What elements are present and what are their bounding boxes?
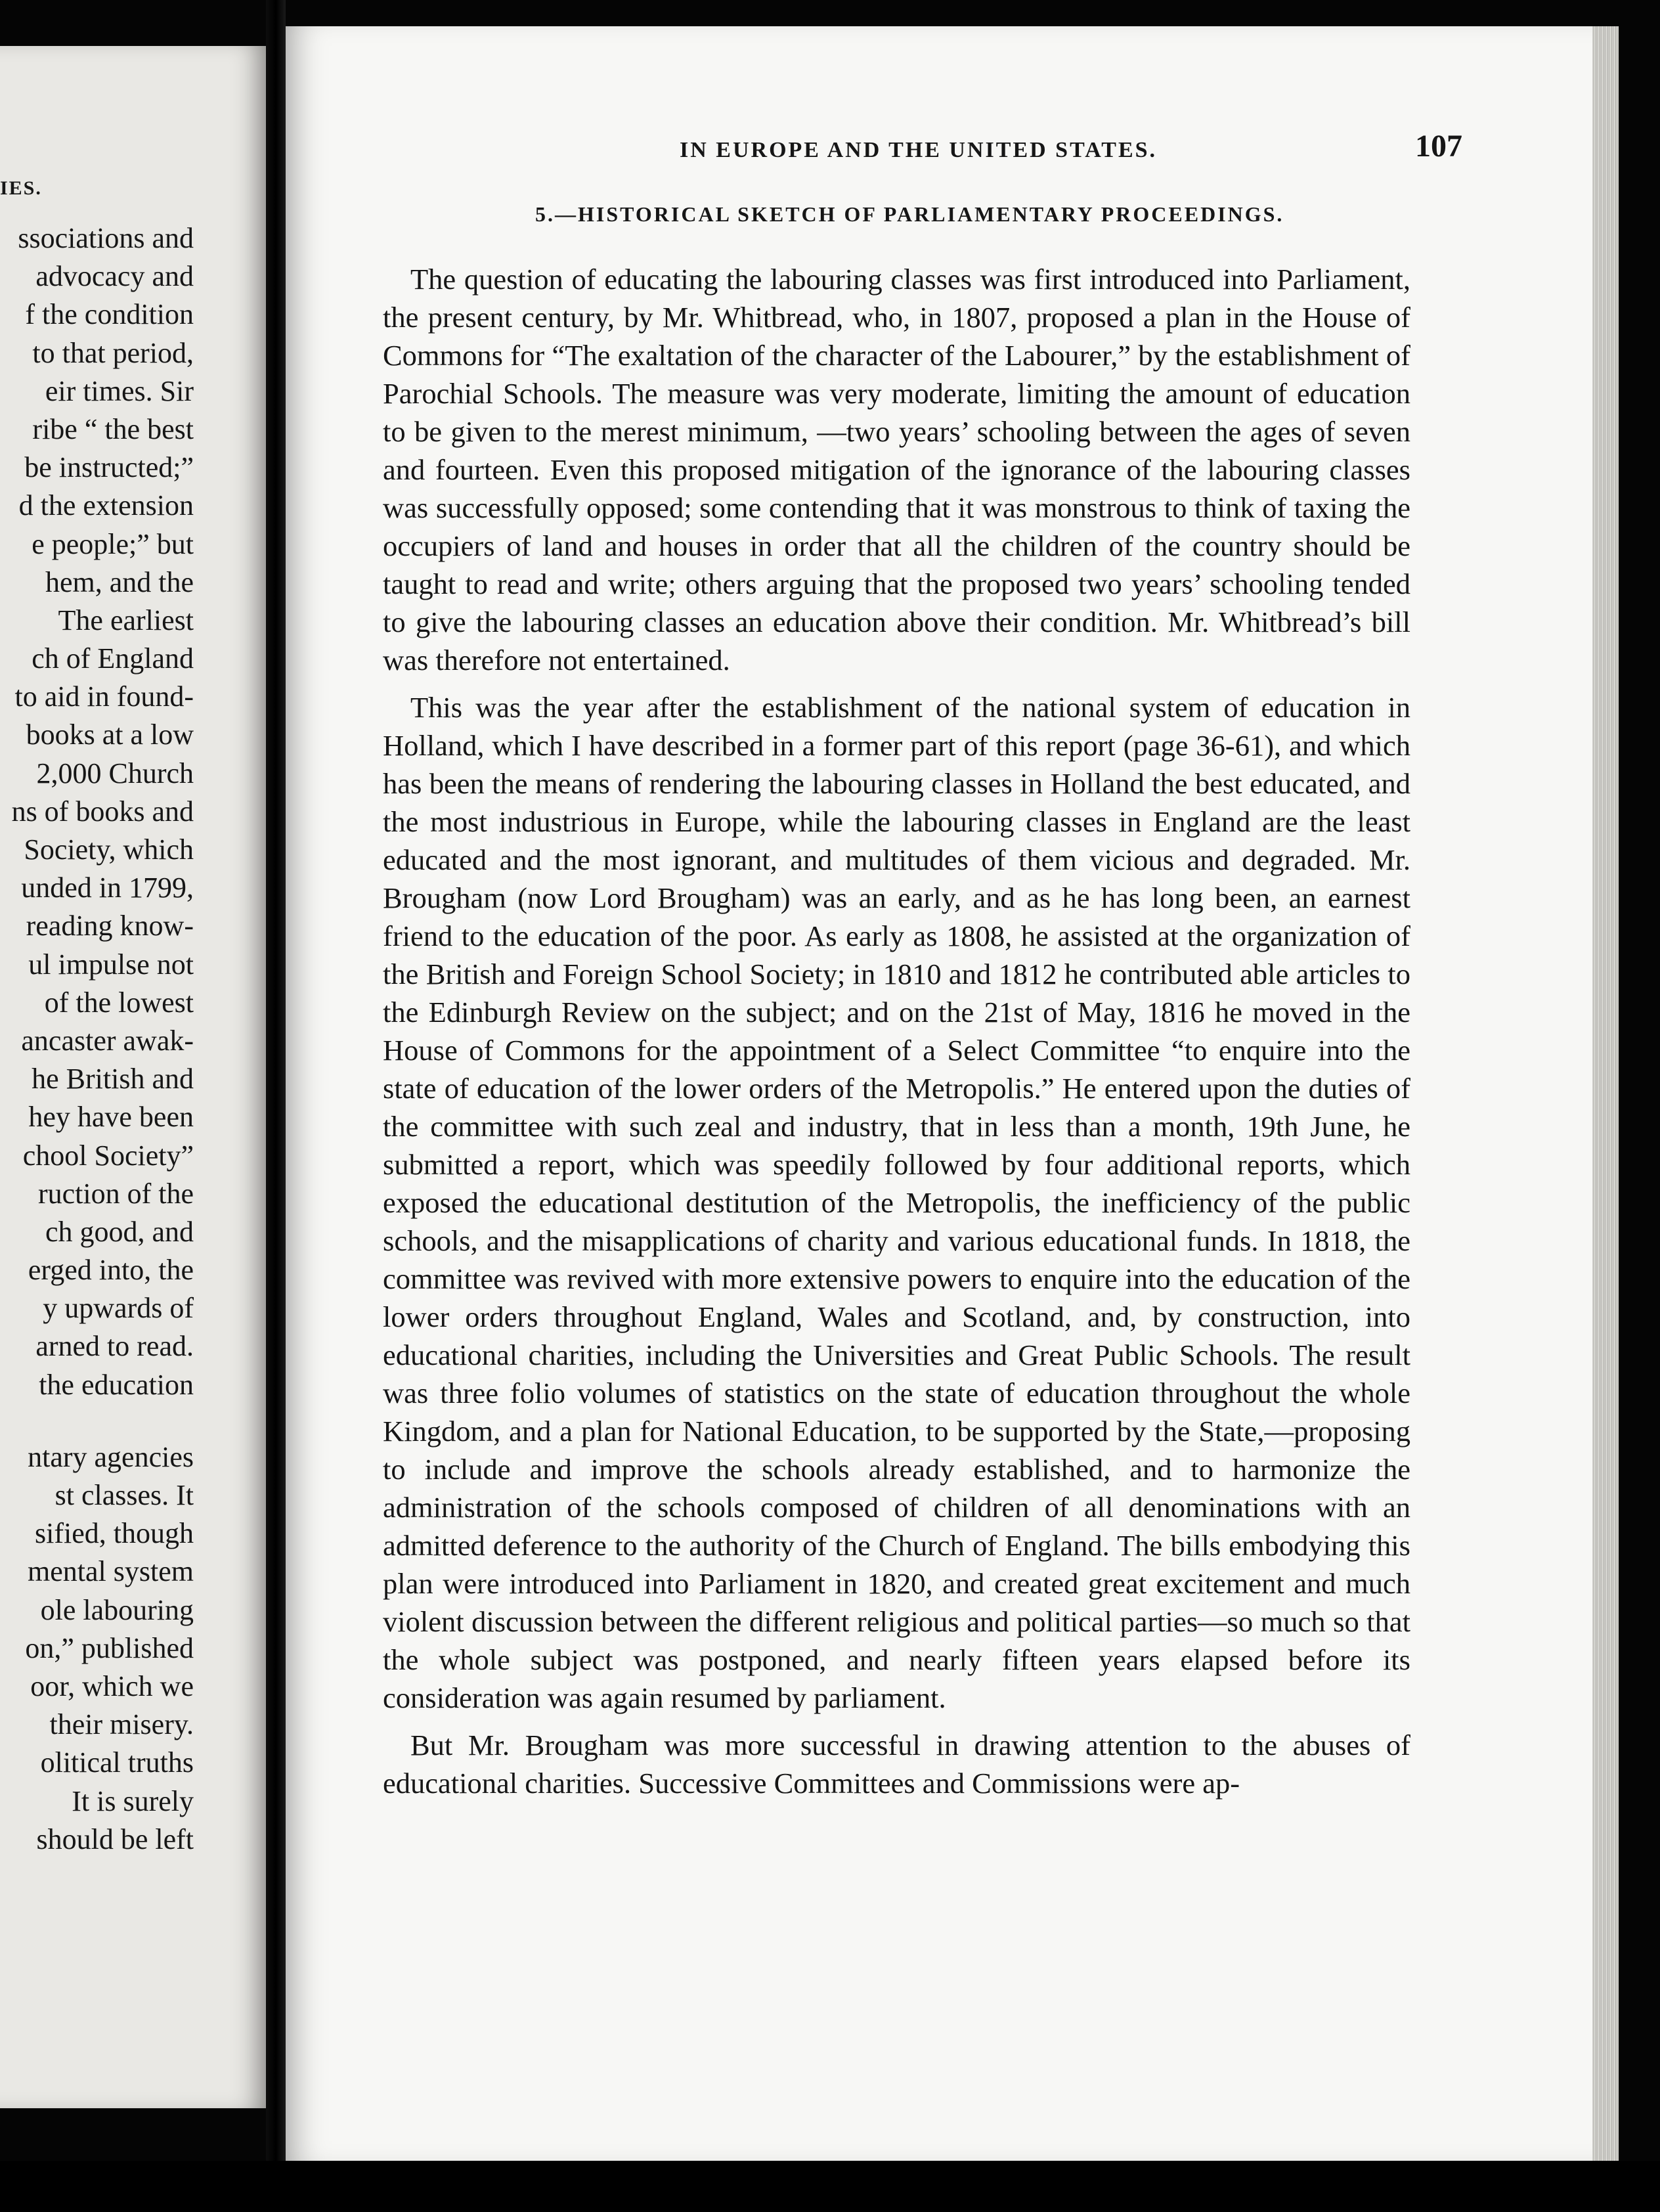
left-page-line: ole labouring [40, 1593, 194, 1626]
left-page-line: the education [39, 1368, 194, 1401]
left-page-line: he British and [32, 1063, 194, 1095]
left-page-line: hey have been [28, 1101, 194, 1134]
left-page-line: mental system [28, 1555, 194, 1588]
left-page-line: books at a low [26, 719, 194, 751]
left-page-line: ssociations and [18, 222, 194, 254]
left-page-line: to that period, [32, 336, 194, 369]
right-page [286, 26, 1592, 2161]
left-page-line: 2,000 Church [36, 757, 194, 789]
left-page-line: to aid in found- [14, 680, 194, 713]
left-page-line: ancaster awak- [21, 1024, 194, 1057]
left-page-line: Society, which [24, 833, 194, 866]
paragraph-2: This was the year after the establishment of the national system of education in Holland, which I have described in a former part of this report (page 36-61), and which has been the means of rendering the labouring classes in Holland the best educated, and the most industrious in Europe, while the labouring classes in England are the least educated and the most ignorant, and multitudes of them vicious and degraded. Mr. Brougham (now Lord Brougham) was an early, and as he has long been, an earnest friend to the education of the poor. As early as 1808, he assisted at the organization of the British and Foreign School Society; in 1810 and 1812 he contributed able articles to the Edinburgh Review on the subject; and on the 21st of May, 1816 he moved in the House of Commons for the appointment of a Select Committee “to enquire into the state of education of the lower orders of the Metropolis.” He entered upon the duties of the committee with such zeal and industry, that in less than a month, 19th June, he submitted a report, which was speedily followed by four additional reports, which exposed the educational destitution of the Metropolis, the inefficiency of the public schools, and the misapplications of charity and various educational funds. In 1818, the committee was revived with more extensive powers to enquire into the education of the lower orders throughout England, Wales and Scotland, and, by construction, into educational charities, including the Universities and Great Public Schools. The result was three folio volumes of statistics on the state of education throughout the whole Kingdom, and a plan for National Education, to be supported by the State,—proposing to include and improve the schools already established, and to harmonize the administration of the schools composed of children of all denominations with an admitted deference to the authority of the Church of England. The bills embodying this plan were introduced into Parliament in 1820, and created great excitement and much violent discussion between the different religious and political parties—so much so that the whole subject was postponed, and nearly fifteen years elapsed before its consideration was again resumed by parliament. [383, 691, 1410, 1714]
left-page-line: ntary agencies [28, 1440, 194, 1473]
book-gutter [266, 0, 286, 2212]
left-page-line: olitical truths [40, 1746, 194, 1779]
body-text [383, 260, 1410, 1802]
left-page-line: of the lowest [44, 986, 194, 1019]
left-running-head: IES. [0, 177, 42, 199]
left-page-line: e people;” but [32, 527, 194, 560]
section-title: 5.—HISTORICAL SKETCH OF PARLIAMENTARY PROCEEDINGS. [535, 202, 1284, 226]
left-page-line: f the condition [25, 298, 194, 331]
left-page-line: eir times. Sir [45, 374, 194, 407]
left-page-line: hem, and the [45, 565, 194, 598]
paragraph-1: The question of educating the labouring classes was first introduced into Parliament, the present century, by Mr. Whitbread, who, in 1807, proposed a plan in the House of Commons for “The exaltation of the character of the Labourer,” by the establishment of Parochial Schools. The measure was very moderate, limiting the amount of education to be given to the merest minimum, —two years’ schooling between the ages of seven and fourteen. Even this proposed mitigation of the ignorance of the labouring classes was successfully opposed; some contending that it was monstrous to think of taxing the occupiers of land and houses in order that all the children of the country should be taught to read and write; others arguing that the proposed two years’ schooling tended to give the labouring classes an education above their condition. Mr. Whitbread’s bill was therefore not entertained. [383, 263, 1410, 676]
left-page-line: ul impulse not [28, 948, 194, 981]
left-page-line: The earliest [58, 604, 194, 636]
left-page-line: on,” published [25, 1631, 194, 1664]
left-page-line: ch of England [32, 642, 194, 675]
left-page-line: should be left [36, 1823, 194, 1855]
left-page [0, 46, 266, 2108]
left-page-line: oor, which we [30, 1670, 194, 1702]
left-page-line: d the extension [18, 489, 194, 522]
left-page-line: ribe “ the best [32, 412, 194, 445]
left-page-line: their misery. [49, 1708, 194, 1741]
left-page-line: ch good, and [45, 1215, 194, 1248]
left-page-line: y upwards of [43, 1292, 194, 1325]
scan-border [0, 2161, 1660, 2212]
left-page-line: reading know- [26, 910, 194, 942]
left-page-line: arned to read. [35, 1330, 194, 1363]
page-number: 107 [1415, 129, 1462, 164]
left-page-line: chool Society” [22, 1139, 194, 1172]
left-page-line: ruction of the [37, 1177, 194, 1210]
left-page-line: unded in 1799, [21, 872, 194, 904]
left-page-line: be instructed;” [24, 451, 194, 484]
left-page-line: It is surely [72, 1784, 194, 1817]
left-page-line: sified, though [35, 1517, 194, 1550]
left-page-line: advocacy and [35, 260, 194, 293]
page-edge [1592, 26, 1619, 2161]
left-page-text [0, 219, 194, 1859]
running-head: IN EUROPE AND THE UNITED STATES. [680, 138, 1158, 162]
left-page-line: st classes. It [55, 1479, 194, 1511]
paragraph-3: But Mr. Brougham was more successful in drawing attention to the abuses of educational charities. Successive Committees and Commissions were ap- [383, 1729, 1410, 1800]
left-page-line: erged into, the [28, 1254, 194, 1287]
left-page-line: ns of books and [11, 795, 194, 828]
